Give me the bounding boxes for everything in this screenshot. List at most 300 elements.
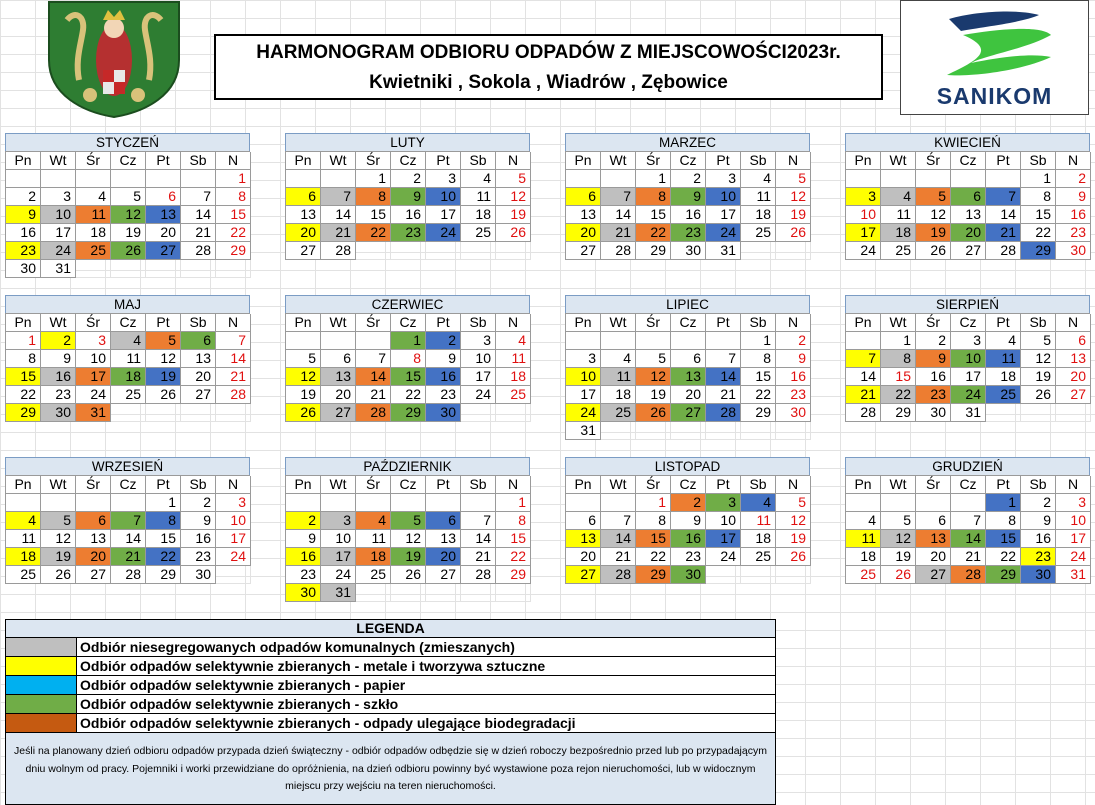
day-cell: 8 — [741, 350, 776, 368]
empty-cell — [916, 494, 951, 512]
day-cell: 28 — [951, 566, 986, 584]
day-cell: 25 — [741, 548, 776, 566]
day-cell: 14 — [846, 368, 881, 386]
day-cell: 31 — [1056, 566, 1091, 584]
month-calendar — [845, 457, 1090, 584]
day-cell: 29 — [636, 242, 671, 260]
day-cell: 21 — [356, 386, 391, 404]
day-cell: 5 — [636, 350, 671, 368]
day-cell: 4 — [881, 188, 916, 206]
day-cell: 22 — [496, 548, 531, 566]
day-cell: 30 — [776, 404, 811, 422]
day-cell: 20 — [951, 224, 986, 242]
day-cell: 11 — [601, 368, 636, 386]
month-name: STYCZEŃ — [5, 133, 250, 151]
day-cell: 14 — [111, 530, 146, 548]
day-cell: 6 — [181, 332, 216, 350]
day-cell: 3 — [461, 332, 496, 350]
day-cell: 26 — [916, 242, 951, 260]
empty-cell — [181, 260, 216, 278]
empty-cell — [216, 566, 251, 584]
weekday-header: N — [216, 476, 251, 494]
day-cell: 5 — [776, 494, 811, 512]
day-cell: 21 — [951, 548, 986, 566]
month-name: GRUDZIEŃ — [845, 457, 1090, 475]
day-cell: 18 — [846, 548, 881, 566]
empty-cell — [461, 494, 496, 512]
day-cell: 4 — [741, 170, 776, 188]
day-cell: 21 — [216, 368, 251, 386]
month-calendar — [565, 295, 810, 440]
day-cell: 13 — [286, 206, 321, 224]
day-cell: 9 — [391, 188, 426, 206]
day-cell: 27 — [321, 404, 356, 422]
day-cell: 30 — [6, 260, 41, 278]
day-cell: 28 — [601, 566, 636, 584]
municipality-crest — [45, 0, 183, 118]
day-cell: 8 — [636, 188, 671, 206]
day-cell: 2 — [1021, 494, 1056, 512]
empty-cell — [6, 494, 41, 512]
day-cell: 14 — [706, 368, 741, 386]
day-cell: 15 — [741, 368, 776, 386]
day-cell: 12 — [146, 350, 181, 368]
day-cell: 20 — [566, 548, 601, 566]
empty-cell — [356, 494, 391, 512]
day-cell: 12 — [496, 188, 531, 206]
day-cell: 10 — [566, 368, 601, 386]
month-calendar — [285, 457, 530, 602]
weekday-header: Sb — [1021, 152, 1056, 170]
day-cell: 4 — [846, 512, 881, 530]
day-cell: 27 — [566, 242, 601, 260]
day-cell: 26 — [776, 224, 811, 242]
month-calendar — [285, 295, 530, 422]
month-name: MAJ — [5, 295, 250, 313]
day-cell: 23 — [391, 224, 426, 242]
day-cell: 18 — [986, 368, 1021, 386]
weekday-header: Pn — [566, 314, 601, 332]
day-cell: 28 — [986, 242, 1021, 260]
day-cell: 29 — [741, 404, 776, 422]
day-cell: 12 — [111, 206, 146, 224]
month-calendar — [845, 133, 1090, 260]
day-cell: 26 — [881, 566, 916, 584]
weekday-header: Śr — [76, 152, 111, 170]
empty-cell — [636, 332, 671, 350]
day-cell: 22 — [356, 224, 391, 242]
day-cell: 10 — [951, 350, 986, 368]
day-cell: 20 — [286, 224, 321, 242]
day-cell: 23 — [1056, 224, 1091, 242]
day-cell: 17 — [426, 206, 461, 224]
empty-cell — [881, 170, 916, 188]
weekday-header: N — [776, 314, 811, 332]
weekday-header: Pt — [706, 476, 741, 494]
weekday-header: Pn — [566, 476, 601, 494]
weekday-header: N — [776, 152, 811, 170]
day-cell: 18 — [496, 368, 531, 386]
day-cell: 19 — [41, 548, 76, 566]
day-cell: 23 — [181, 548, 216, 566]
day-cell: 30 — [1056, 242, 1091, 260]
weekday-header: N — [1056, 152, 1091, 170]
day-cell: 3 — [706, 170, 741, 188]
month-days-grid — [565, 151, 810, 260]
weekday-header: Pt — [426, 152, 461, 170]
empty-cell — [951, 494, 986, 512]
empty-cell — [426, 584, 461, 602]
day-cell: 7 — [846, 350, 881, 368]
day-cell: 19 — [916, 224, 951, 242]
day-cell: 24 — [41, 242, 76, 260]
legend-text: Odbiór odpadów selektywnie zbieranych - papier — [80, 677, 406, 693]
weekday-header: Sb — [461, 314, 496, 332]
month-days-grid — [285, 313, 530, 422]
empty-cell — [846, 332, 881, 350]
weekday-header: N — [496, 314, 531, 332]
day-cell: 8 — [146, 512, 181, 530]
month-name: MARZEC — [565, 133, 810, 151]
day-cell: 31 — [41, 260, 76, 278]
day-cell: 16 — [41, 368, 76, 386]
legend-row — [6, 657, 775, 676]
day-cell: 18 — [881, 224, 916, 242]
weekday-header: Sb — [741, 152, 776, 170]
day-cell: 17 — [76, 368, 111, 386]
weekday-header: Wt — [881, 152, 916, 170]
day-cell: 24 — [1056, 548, 1091, 566]
weekday-header: Śr — [356, 314, 391, 332]
month-days-grid — [5, 151, 250, 278]
legend — [5, 619, 776, 805]
day-cell: 19 — [391, 548, 426, 566]
weekday-header: N — [216, 152, 251, 170]
day-cell: 28 — [706, 404, 741, 422]
sanikom-logo — [900, 0, 1089, 115]
day-cell: 17 — [706, 206, 741, 224]
weekday-header: Śr — [636, 152, 671, 170]
day-cell: 15 — [881, 368, 916, 386]
day-cell: 10 — [41, 206, 76, 224]
day-cell: 28 — [461, 566, 496, 584]
empty-cell — [461, 584, 496, 602]
day-cell: 6 — [566, 512, 601, 530]
day-cell: 13 — [321, 368, 356, 386]
logo-text: SANIKOM — [936, 83, 1053, 109]
day-cell: 29 — [986, 566, 1021, 584]
day-cell: 15 — [496, 530, 531, 548]
empty-cell — [391, 242, 426, 260]
day-cell: 24 — [846, 242, 881, 260]
day-cell: 1 — [636, 170, 671, 188]
weekday-header: Sb — [741, 314, 776, 332]
weekday-header: Cz — [391, 314, 426, 332]
legend-row — [6, 676, 775, 695]
empty-cell — [356, 332, 391, 350]
day-cell: 8 — [881, 350, 916, 368]
day-cell: 2 — [1056, 170, 1091, 188]
day-cell: 12 — [916, 206, 951, 224]
day-cell: 3 — [1056, 494, 1091, 512]
day-cell: 7 — [461, 512, 496, 530]
day-cell: 21 — [601, 224, 636, 242]
day-cell: 28 — [181, 242, 216, 260]
day-cell: 11 — [741, 188, 776, 206]
day-cell: 25 — [846, 566, 881, 584]
day-cell: 11 — [461, 188, 496, 206]
weekday-header: Cz — [111, 152, 146, 170]
day-cell: 14 — [951, 530, 986, 548]
day-cell: 30 — [286, 584, 321, 602]
month-name: SIERPIEŃ — [845, 295, 1090, 313]
weekday-header: Śr — [76, 476, 111, 494]
day-cell: 12 — [391, 530, 426, 548]
day-cell: 1 — [1021, 170, 1056, 188]
weekday-header: Wt — [601, 476, 636, 494]
empty-cell — [181, 404, 216, 422]
day-cell: 27 — [286, 242, 321, 260]
day-cell: 22 — [1021, 224, 1056, 242]
month-days-grid — [565, 313, 810, 440]
month-days-grid — [5, 475, 250, 584]
day-cell: 20 — [916, 548, 951, 566]
legend-row — [6, 695, 775, 714]
day-cell: 20 — [146, 224, 181, 242]
weekday-header: Cz — [671, 476, 706, 494]
day-cell: 19 — [1021, 368, 1056, 386]
day-cell: 17 — [216, 530, 251, 548]
day-cell: 11 — [881, 206, 916, 224]
day-cell: 8 — [496, 512, 531, 530]
day-cell: 13 — [76, 530, 111, 548]
day-cell: 28 — [601, 242, 636, 260]
day-cell: 9 — [41, 350, 76, 368]
month-name: KWIECIEŃ — [845, 133, 1090, 151]
day-cell: 3 — [76, 332, 111, 350]
day-cell: 15 — [391, 368, 426, 386]
day-cell: 1 — [496, 494, 531, 512]
day-cell: 3 — [846, 188, 881, 206]
day-cell: 17 — [321, 548, 356, 566]
day-cell: 13 — [1056, 350, 1091, 368]
weekday-header: Pt — [986, 152, 1021, 170]
day-cell: 6 — [566, 188, 601, 206]
day-cell: 11 — [986, 350, 1021, 368]
weekday-header: N — [1056, 314, 1091, 332]
day-cell: 31 — [566, 422, 601, 440]
day-cell: 19 — [146, 368, 181, 386]
day-cell: 24 — [461, 386, 496, 404]
day-cell: 21 — [986, 224, 1021, 242]
day-cell: 21 — [321, 224, 356, 242]
day-cell: 25 — [601, 404, 636, 422]
weekday-header: Pn — [846, 152, 881, 170]
day-cell: 31 — [706, 242, 741, 260]
legend-row — [6, 638, 775, 657]
weekday-header: Pt — [986, 476, 1021, 494]
day-cell: 24 — [706, 548, 741, 566]
day-cell: 26 — [286, 404, 321, 422]
day-cell: 5 — [916, 188, 951, 206]
day-cell: 4 — [461, 170, 496, 188]
empty-cell — [321, 494, 356, 512]
day-cell: 20 — [426, 548, 461, 566]
day-cell: 19 — [881, 548, 916, 566]
day-cell: 16 — [1021, 530, 1056, 548]
day-cell: 16 — [286, 548, 321, 566]
title-box — [214, 34, 883, 100]
day-cell: 28 — [216, 386, 251, 404]
day-cell: 2 — [671, 170, 706, 188]
day-cell: 26 — [41, 566, 76, 584]
day-cell: 3 — [41, 188, 76, 206]
day-cell: 18 — [461, 206, 496, 224]
day-cell: 10 — [706, 188, 741, 206]
day-cell: 6 — [671, 350, 706, 368]
day-cell: 14 — [356, 368, 391, 386]
day-cell: 24 — [426, 224, 461, 242]
day-cell: 11 — [6, 530, 41, 548]
day-cell: 30 — [426, 404, 461, 422]
day-cell: 12 — [636, 368, 671, 386]
day-cell: 29 — [6, 404, 41, 422]
day-cell: 6 — [951, 188, 986, 206]
day-cell: 21 — [461, 548, 496, 566]
empty-cell — [111, 170, 146, 188]
day-cell: 10 — [76, 350, 111, 368]
day-cell: 9 — [286, 530, 321, 548]
legend-swatch-orange — [6, 714, 77, 732]
day-cell: 12 — [776, 188, 811, 206]
day-cell: 11 — [846, 530, 881, 548]
day-cell: 15 — [636, 530, 671, 548]
day-cell: 5 — [776, 170, 811, 188]
month-days-grid — [845, 313, 1090, 422]
day-cell: 4 — [76, 188, 111, 206]
month-days-grid — [285, 475, 530, 602]
day-cell: 23 — [41, 386, 76, 404]
day-cell: 27 — [916, 566, 951, 584]
weekday-header: Cz — [111, 476, 146, 494]
day-cell: 8 — [636, 512, 671, 530]
empty-cell — [216, 260, 251, 278]
empty-cell — [391, 584, 426, 602]
weekday-header: Śr — [76, 314, 111, 332]
day-cell: 13 — [566, 206, 601, 224]
weekday-header: Pn — [846, 476, 881, 494]
day-cell: 15 — [986, 530, 1021, 548]
day-cell: 21 — [846, 386, 881, 404]
day-cell: 23 — [426, 386, 461, 404]
day-cell: 14 — [986, 206, 1021, 224]
day-cell: 14 — [461, 530, 496, 548]
weekday-header: Sb — [461, 152, 496, 170]
day-cell: 29 — [881, 404, 916, 422]
weekday-header: Pt — [706, 152, 741, 170]
day-cell: 23 — [671, 224, 706, 242]
weekday-header: Pt — [146, 476, 181, 494]
month-days-grid — [285, 151, 530, 260]
day-cell: 19 — [111, 224, 146, 242]
empty-cell — [601, 332, 636, 350]
day-cell: 29 — [391, 404, 426, 422]
empty-cell — [951, 170, 986, 188]
empty-cell — [391, 494, 426, 512]
day-cell: 2 — [916, 332, 951, 350]
day-cell: 1 — [636, 494, 671, 512]
day-cell: 8 — [986, 512, 1021, 530]
empty-cell — [566, 494, 601, 512]
day-cell: 17 — [951, 368, 986, 386]
day-cell: 9 — [671, 512, 706, 530]
day-cell: 20 — [566, 224, 601, 242]
day-cell: 25 — [986, 386, 1021, 404]
day-cell: 1 — [6, 332, 41, 350]
weekday-header: Cz — [391, 152, 426, 170]
day-cell: 30 — [41, 404, 76, 422]
day-cell: 8 — [391, 350, 426, 368]
day-cell: 23 — [671, 548, 706, 566]
day-cell: 26 — [146, 386, 181, 404]
empty-cell — [111, 404, 146, 422]
day-cell: 22 — [6, 386, 41, 404]
weekday-header: N — [1056, 476, 1091, 494]
day-cell: 19 — [286, 386, 321, 404]
day-cell: 21 — [111, 548, 146, 566]
day-cell: 8 — [216, 188, 251, 206]
day-cell: 27 — [951, 242, 986, 260]
legend-text: Odbiór odpadów selektywnie zbieranych - szkło — [80, 696, 399, 712]
empty-cell — [986, 404, 1021, 422]
weekday-header: Pn — [6, 314, 41, 332]
day-cell: 15 — [1021, 206, 1056, 224]
month-name: LIPIEC — [565, 295, 810, 313]
day-cell: 10 — [216, 512, 251, 530]
weekday-header: Sb — [181, 314, 216, 332]
day-cell: 13 — [671, 368, 706, 386]
day-cell: 2 — [391, 170, 426, 188]
day-cell: 21 — [601, 548, 636, 566]
day-cell: 9 — [6, 206, 41, 224]
day-cell: 5 — [496, 170, 531, 188]
weekday-header: Sb — [181, 476, 216, 494]
day-cell: 28 — [356, 404, 391, 422]
day-cell: 18 — [6, 548, 41, 566]
weekday-header: Pn — [6, 152, 41, 170]
day-cell: 11 — [111, 350, 146, 368]
day-cell: 13 — [951, 206, 986, 224]
empty-cell — [706, 566, 741, 584]
day-cell: 7 — [951, 512, 986, 530]
day-cell: 12 — [41, 530, 76, 548]
day-cell: 2 — [181, 494, 216, 512]
day-cell: 15 — [146, 530, 181, 548]
day-cell: 25 — [6, 566, 41, 584]
day-cell: 8 — [356, 188, 391, 206]
weekday-header: Cz — [671, 152, 706, 170]
weekday-header: Wt — [321, 476, 356, 494]
empty-cell — [286, 332, 321, 350]
weekday-header: Śr — [636, 314, 671, 332]
empty-cell — [496, 242, 531, 260]
day-cell: 20 — [181, 368, 216, 386]
day-cell: 17 — [846, 224, 881, 242]
day-cell: 17 — [461, 368, 496, 386]
weekday-header: Cz — [671, 314, 706, 332]
day-cell: 29 — [1021, 242, 1056, 260]
day-cell: 25 — [76, 242, 111, 260]
